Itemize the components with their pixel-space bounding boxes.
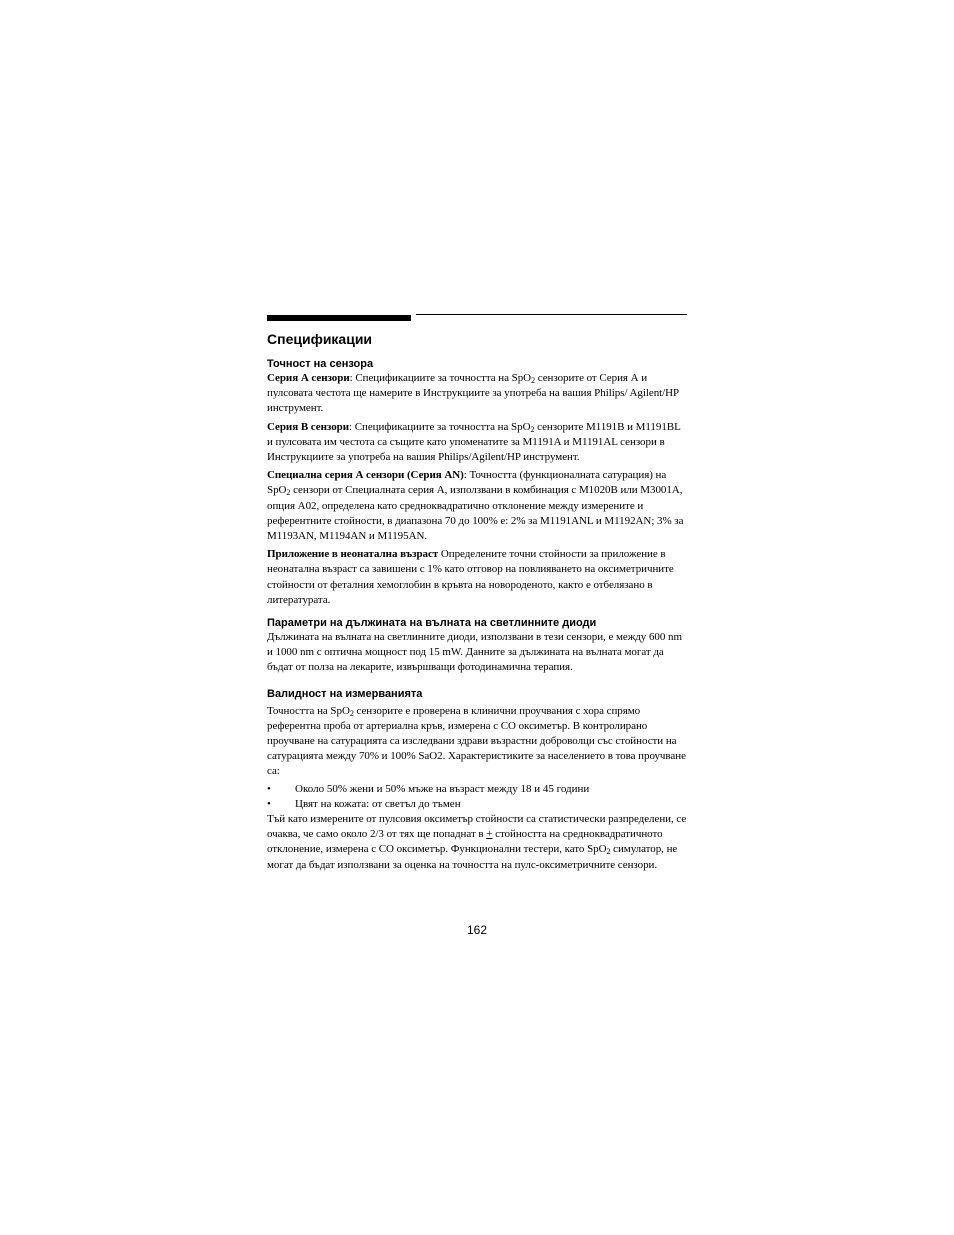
population-list xyxy=(267,782,687,812)
document-page xyxy=(267,312,687,873)
series-b-label: Серия В сензори xyxy=(267,420,350,433)
paragraph-special-series-a: Специална серия А сензори (Серия AN): Точността (функционалната сатурация) на SpO$_2$ сензори от Специалната серия А, използвани в комбинация с M1020B или M3001A, опция A02, определена като средноквадратично отклонение между измерените и референтните стойности, в диапазона 70 до 100% е: 2% за M1191ANL и M1192AN; 3% за M1193AN, M1194AN и M1195AN. xyxy=(267,469,684,543)
header-rule-thick xyxy=(267,315,411,321)
section-heading-validity: Валидност на измерванията xyxy=(267,687,423,700)
bullet-icon: • xyxy=(267,782,271,795)
list-item: • Около 50% жени и 50% мъже на възраст между 18 и 45 години xyxy=(267,782,687,797)
paragraph-series-a: Серия А сензори: Спецификациите за точността на SpO$_2$ сензорите от Серия А и пулсовата честота ще намерите в Инструкциите за употреба на вашия Philips/ Agilent/HP инструмент. xyxy=(267,372,679,415)
plus-minus-symbol: + xyxy=(486,828,493,841)
series-a-label: Серия А сензори xyxy=(267,372,350,384)
paragraph-validity-intro: Точността на SpO$_2$ сензорите е проверена в клинични проучвания с хора спрямо референтна проба от артериална кръв, измерена с CO оксиметър. В контролирано проучване на сатурацията са изследвани здрави възрастни доброволци със стойности на сатурацията между 70% и 100% SaO2. Характеристиките за населението в това проучване са: xyxy=(267,704,686,778)
paragraph-neonatal: Приложение в неонатална възраст Определените точни стойности за приложение в неонатална възраст са завишени с 1% като отговор на повлияването на оксиметричните стойности от феталния хемоглобин в кръвта на новороденото, както е отбелязано в литературата. xyxy=(267,548,674,606)
section-heading-wavelength: Параметри на дължината на вълната на светлинните диоди xyxy=(267,617,597,630)
page-number: 162 xyxy=(466,923,488,937)
header-rule-thin xyxy=(416,314,687,315)
bullet-icon: • xyxy=(267,797,271,810)
paragraph-wavelength: Дължината на вълната на светлинните диоди, използвани в тези сензори, е между 600 nm и 1000 nm с оптична мощност под 15 mW. Данните за дължината на вълната могат да бъдат от полза на лекарите, извършващи фотодинамична терапия. xyxy=(267,631,682,674)
paragraph-series-b: Серия В сензори: Спецификациите за точността на SpO$_2$ сензорите M1191B и M1191BL и пулсовата им честота са същите като упоменатите за M1191A и M1191AL сензори в Инструкциите за употреба на вашия Philips/Agilent/HP инструмент. xyxy=(267,420,681,464)
special-series-a-label: Специална серия А сензори (Серия AN) xyxy=(267,469,464,482)
list-item: • Цвят на кожата: от светъл до тъмен xyxy=(267,797,687,812)
paragraph-validity-outro: Тъй като измерените от пулсовия оксиметър стойности са статистически разпределени, се очаква, че само около 2/3 от тях ще попаднат в + стойността на средноквадратичното отклонение, измерена с CO оксиметър. Функционални тестери, като SpO$_2$ симулатор, не могат да бъдат използвани за оценка на точността на пулс-оксиметричните сензори. xyxy=(267,813,687,871)
neonatal-label: Приложение в неонатална възраст xyxy=(267,548,439,561)
section-heading-sensor-accuracy: Точност на сензора xyxy=(267,358,374,370)
page-title: Спецификации xyxy=(267,331,373,347)
header-rule xyxy=(267,312,687,322)
